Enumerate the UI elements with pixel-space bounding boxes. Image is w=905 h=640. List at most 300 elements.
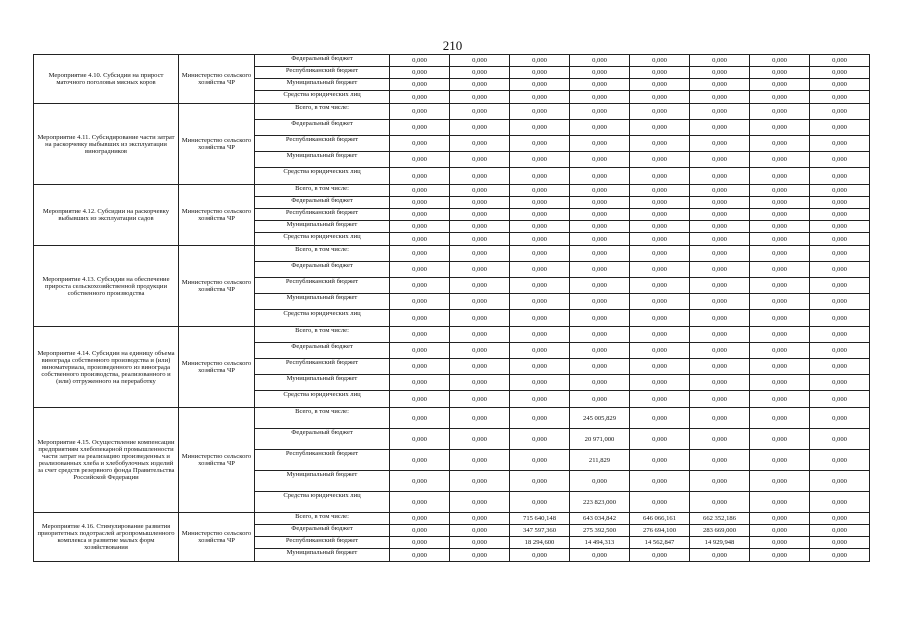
amount-cell: 0,000 (570, 310, 630, 327)
amount-cell: 0,000 (810, 549, 870, 562)
funding-source: Средства юридических лиц (255, 310, 390, 327)
amount-cell: 0,000 (510, 136, 570, 152)
funding-source: Федеральный бюджет (255, 197, 390, 209)
amount-cell: 0,000 (570, 471, 630, 492)
amount-cell: 0,000 (690, 221, 750, 233)
amount-cell: 0,000 (510, 343, 570, 359)
funding-source: Средства юридических лиц (255, 492, 390, 513)
amount-cell: 0,000 (750, 359, 810, 375)
amount-cell: 0,000 (390, 120, 450, 136)
amount-cell: 0,000 (450, 450, 510, 471)
amount-cell: 0,000 (690, 246, 750, 262)
amount-cell: 0,000 (810, 408, 870, 429)
amount-cell: 0,000 (570, 278, 630, 294)
amount-cell: 0,000 (570, 233, 630, 246)
measure-name: Мероприятие 4.16. Стимулирование развития приоритетных подотраслей агропромышленного комплекса и развитие малых форм хозяйствования (37, 523, 175, 551)
amount-cell: 0,000 (690, 492, 750, 513)
amount-cell: 283 669,000 (690, 525, 750, 537)
amount-cell: 0,000 (570, 327, 630, 343)
ministry-cell (179, 185, 255, 246)
amount-cell: 0,000 (810, 67, 870, 79)
ministry-cell (179, 104, 255, 185)
amount-cell: 0,000 (450, 492, 510, 513)
amount-cell: 0,000 (690, 185, 750, 197)
amount-cell: 0,000 (690, 343, 750, 359)
amount-cell: 0,000 (390, 79, 450, 91)
amount-cell: 0,000 (690, 471, 750, 492)
amount-cell: 0,000 (750, 233, 810, 246)
amount-cell: 0,000 (570, 221, 630, 233)
amount-cell: 0,000 (810, 391, 870, 408)
amount-cell: 0,000 (570, 91, 630, 104)
amount-cell: 0,000 (450, 55, 510, 67)
amount-cell: 0,000 (630, 209, 690, 221)
amount-cell: 0,000 (690, 152, 750, 168)
amount-cell: 0,000 (750, 513, 810, 525)
amount-cell: 0,000 (570, 120, 630, 136)
amount-cell: 0,000 (750, 549, 810, 562)
amount-cell: 0,000 (810, 197, 870, 209)
amount-cell: 0,000 (750, 429, 810, 450)
amount-cell: 0,000 (450, 294, 510, 310)
funding-source: Республиканский бюджет (255, 209, 390, 221)
amount-cell: 0,000 (630, 104, 690, 120)
amount-cell: 0,000 (630, 120, 690, 136)
amount-cell: 0,000 (630, 450, 690, 471)
amount-cell: 0,000 (450, 79, 510, 91)
funding-source: Средства юридических лиц (255, 391, 390, 408)
amount-cell: 646 066,161 (630, 513, 690, 525)
amount-cell: 0,000 (390, 492, 450, 513)
ministry-cell (179, 408, 255, 513)
amount-cell: 0,000 (750, 343, 810, 359)
amount-cell: 0,000 (450, 359, 510, 375)
amount-cell: 0,000 (630, 391, 690, 408)
amount-cell: 0,000 (630, 246, 690, 262)
amount-cell: 0,000 (630, 79, 690, 91)
amount-cell: 0,000 (690, 262, 750, 278)
amount-cell: 0,000 (570, 79, 630, 91)
funding-source: Муниципальный бюджет (255, 471, 390, 492)
amount-cell: 0,000 (630, 197, 690, 209)
amount-cell: 0,000 (450, 197, 510, 209)
amount-cell: 0,000 (450, 525, 510, 537)
funding-source: Федеральный бюджет (255, 120, 390, 136)
amount-cell: 0,000 (690, 391, 750, 408)
amount-cell: 0,000 (510, 549, 570, 562)
amount-cell: 0,000 (810, 79, 870, 91)
amount-cell: 0,000 (750, 55, 810, 67)
amount-cell: 0,000 (690, 136, 750, 152)
funding-source: Федеральный бюджет (255, 429, 390, 450)
amount-cell: 0,000 (630, 233, 690, 246)
amount-cell: 0,000 (390, 294, 450, 310)
amount-cell: 0,000 (750, 168, 810, 185)
amount-cell: 0,000 (690, 209, 750, 221)
amount-cell: 0,000 (690, 197, 750, 209)
funding-source: Всего, в том числе: (255, 408, 390, 429)
funding-source: Муниципальный бюджет (255, 79, 390, 91)
amount-cell: 0,000 (390, 391, 450, 408)
amount-cell: 0,000 (570, 67, 630, 79)
amount-cell: 0,000 (630, 408, 690, 429)
amount-cell: 0,000 (450, 185, 510, 197)
table-row (34, 104, 870, 120)
amount-cell: 0,000 (810, 429, 870, 450)
table-row (34, 408, 870, 429)
amount-cell: 0,000 (750, 104, 810, 120)
amount-cell: 0,000 (390, 209, 450, 221)
amount-cell: 0,000 (750, 221, 810, 233)
amount-cell: 0,000 (510, 294, 570, 310)
page-number: 210 (442, 38, 463, 53)
amount-cell: 0,000 (450, 209, 510, 221)
amount-cell: 0,000 (510, 471, 570, 492)
amount-cell: 0,000 (750, 537, 810, 549)
amount-cell: 0,000 (450, 136, 510, 152)
amount-cell: 0,000 (810, 221, 870, 233)
amount-cell: 0,000 (510, 233, 570, 246)
amount-cell: 0,000 (510, 278, 570, 294)
amount-cell: 0,000 (510, 185, 570, 197)
amount-cell: 0,000 (570, 294, 630, 310)
table-row (34, 246, 870, 262)
funding-source: Республиканский бюджет (255, 67, 390, 79)
amount-cell: 0,000 (510, 168, 570, 185)
amount-cell: 0,000 (450, 246, 510, 262)
amount-cell: 0,000 (390, 221, 450, 233)
amount-cell: 0,000 (810, 152, 870, 168)
ministry-name: Министерство сельского хозяйства ЧР (181, 279, 252, 293)
amount-cell: 0,000 (750, 67, 810, 79)
amount-cell: 14 494,313 (570, 537, 630, 549)
table-row (34, 327, 870, 343)
amount-cell: 0,000 (690, 375, 750, 391)
amount-cell: 0,000 (690, 359, 750, 375)
amount-cell: 20 971,000 (570, 429, 630, 450)
amount-cell: 0,000 (510, 209, 570, 221)
amount-cell: 14 562,847 (630, 537, 690, 549)
measure-name-cell (34, 55, 179, 104)
funding-source: Федеральный бюджет (255, 343, 390, 359)
measure-name: Мероприятие 4.13. Субсидии на обеспечение прироста сельскохозяйственной продукции собственного производства (42, 275, 170, 297)
amount-cell: 0,000 (690, 67, 750, 79)
amount-cell: 0,000 (510, 120, 570, 136)
amount-cell: 0,000 (810, 278, 870, 294)
measure-name: Мероприятие 4.10. Субсидии на прирост маточного поголовья мясных коров (48, 72, 164, 86)
amount-cell: 0,000 (630, 185, 690, 197)
amount-cell: 0,000 (750, 246, 810, 262)
amount-cell: 0,000 (690, 549, 750, 562)
amount-cell: 0,000 (390, 525, 450, 537)
amount-cell: 0,000 (390, 408, 450, 429)
amount-cell: 0,000 (390, 55, 450, 67)
amount-cell: 0,000 (630, 471, 690, 492)
amount-cell: 0,000 (390, 152, 450, 168)
table-row (34, 55, 870, 67)
amount-cell: 0,000 (510, 55, 570, 67)
amount-cell: 0,000 (750, 79, 810, 91)
table-row (34, 185, 870, 197)
amount-cell: 276 694,100 (630, 525, 690, 537)
amount-cell: 0,000 (450, 233, 510, 246)
amount-cell: 0,000 (450, 537, 510, 549)
amount-cell: 0,000 (810, 262, 870, 278)
amount-cell: 0,000 (390, 310, 450, 327)
amount-cell: 0,000 (690, 310, 750, 327)
amount-cell: 0,000 (390, 67, 450, 79)
amount-cell: 0,000 (570, 375, 630, 391)
amount-cell: 223 823,000 (570, 492, 630, 513)
amount-cell: 0,000 (570, 549, 630, 562)
amount-cell: 0,000 (390, 327, 450, 343)
funding-source: Федеральный бюджет (255, 262, 390, 278)
amount-cell: 0,000 (810, 168, 870, 185)
amount-cell: 0,000 (810, 343, 870, 359)
amount-cell: 0,000 (750, 525, 810, 537)
amount-cell: 662 352,186 (690, 513, 750, 525)
amount-cell: 643 034,842 (570, 513, 630, 525)
amount-cell: 0,000 (570, 209, 630, 221)
measure-name-cell (34, 327, 179, 408)
funding-source: Федеральный бюджет (255, 525, 390, 537)
amount-cell: 0,000 (390, 450, 450, 471)
amount-cell: 0,000 (510, 197, 570, 209)
amount-cell: 0,000 (750, 450, 810, 471)
amount-cell: 0,000 (450, 391, 510, 408)
amount-cell: 0,000 (450, 343, 510, 359)
amount-cell: 275 392,500 (570, 525, 630, 537)
amount-cell: 211,829 (570, 450, 630, 471)
amount-cell: 0,000 (750, 120, 810, 136)
amount-cell: 0,000 (750, 136, 810, 152)
amount-cell: 0,000 (570, 185, 630, 197)
funding-source: Всего, в том числе: (255, 513, 390, 525)
funding-source: Республиканский бюджет (255, 136, 390, 152)
amount-cell: 0,000 (750, 91, 810, 104)
measure-name-cell (34, 104, 179, 185)
amount-cell: 0,000 (510, 408, 570, 429)
amount-cell: 0,000 (390, 278, 450, 294)
amount-cell: 0,000 (450, 168, 510, 185)
funding-source: Средства юридических лиц (255, 91, 390, 104)
amount-cell: 0,000 (510, 152, 570, 168)
amount-cell: 0,000 (510, 104, 570, 120)
amount-cell: 0,000 (810, 55, 870, 67)
amount-cell: 0,000 (690, 91, 750, 104)
amount-cell: 0,000 (450, 262, 510, 278)
amount-cell: 0,000 (510, 450, 570, 471)
ministry-cell (179, 55, 255, 104)
amount-cell: 347 597,360 (510, 525, 570, 537)
amount-cell: 0,000 (450, 375, 510, 391)
amount-cell: 0,000 (510, 359, 570, 375)
amount-cell: 0,000 (690, 233, 750, 246)
amount-cell: 0,000 (630, 492, 690, 513)
amount-cell: 0,000 (750, 310, 810, 327)
amount-cell: 0,000 (450, 429, 510, 450)
amount-cell: 0,000 (690, 429, 750, 450)
amount-cell: 0,000 (510, 221, 570, 233)
amount-cell: 0,000 (690, 168, 750, 185)
ministry-name: Министерство сельского хозяйства ЧР (181, 208, 252, 222)
amount-cell: 0,000 (810, 375, 870, 391)
amount-cell: 0,000 (570, 168, 630, 185)
ministry-name: Министерство сельского хозяйства ЧР (181, 137, 252, 151)
amount-cell: 0,000 (690, 120, 750, 136)
amount-cell: 0,000 (630, 55, 690, 67)
ministry-cell (179, 513, 255, 562)
amount-cell: 0,000 (390, 343, 450, 359)
funding-source: Муниципальный бюджет (255, 152, 390, 168)
amount-cell: 0,000 (810, 359, 870, 375)
amount-cell: 0,000 (510, 327, 570, 343)
amount-cell: 0,000 (450, 221, 510, 233)
amount-cell: 0,000 (510, 375, 570, 391)
amount-cell: 0,000 (390, 91, 450, 104)
measure-name-cell (34, 513, 179, 562)
ministry-cell (179, 327, 255, 408)
amount-cell: 0,000 (510, 429, 570, 450)
amount-cell: 0,000 (810, 104, 870, 120)
amount-cell: 0,000 (750, 375, 810, 391)
amount-cell: 0,000 (690, 79, 750, 91)
amount-cell: 0,000 (450, 104, 510, 120)
amount-cell: 0,000 (810, 513, 870, 525)
table-row (34, 513, 870, 525)
amount-cell: 0,000 (390, 136, 450, 152)
amount-cell: 0,000 (750, 278, 810, 294)
funding-source: Всего, в том числе: (255, 104, 390, 120)
amount-cell: 0,000 (630, 262, 690, 278)
amount-cell: 0,000 (630, 221, 690, 233)
ministry-name: Министерство сельского хозяйства ЧР (181, 453, 252, 467)
amount-cell: 0,000 (390, 537, 450, 549)
amount-cell: 0,000 (570, 104, 630, 120)
amount-cell: 0,000 (390, 233, 450, 246)
amount-cell: 0,000 (690, 327, 750, 343)
amount-cell: 0,000 (390, 513, 450, 525)
amount-cell: 0,000 (750, 294, 810, 310)
measure-name: Мероприятие 4.14. Субсидии на единицу объема винограда собственного производства и (или) виноматериала, произведенного из винограда собственного производства, реализованного и (или) отгруженного на переработку (37, 349, 175, 385)
ministry-name: Министерство сельского хозяйства ЧР (181, 530, 252, 544)
amount-cell: 0,000 (630, 343, 690, 359)
amount-cell: 0,000 (750, 408, 810, 429)
measure-name-cell (34, 185, 179, 246)
amount-cell: 0,000 (810, 525, 870, 537)
funding-source: Муниципальный бюджет (255, 221, 390, 233)
measure-name: Мероприятие 4.15. Осуществление компенсации предприятиям хлебопекарной промышленности части затрат на реализацию произведенных и реализованных хлеба и хлебобулочных изделий за счет средств резервного фонда Правительства Российской Федерации (37, 439, 175, 481)
budget-table (33, 54, 870, 562)
amount-cell: 0,000 (570, 55, 630, 67)
amount-cell: 0,000 (630, 67, 690, 79)
funding-source: Муниципальный бюджет (255, 549, 390, 562)
amount-cell: 0,000 (390, 197, 450, 209)
amount-cell: 0,000 (450, 408, 510, 429)
funding-source: Всего, в том числе: (255, 246, 390, 262)
amount-cell: 0,000 (810, 246, 870, 262)
amount-cell: 0,000 (450, 120, 510, 136)
amount-cell: 0,000 (390, 185, 450, 197)
amount-cell: 0,000 (510, 91, 570, 104)
funding-source: Всего, в том числе: (255, 185, 390, 197)
amount-cell: 0,000 (570, 391, 630, 408)
funding-source: Республиканский бюджет (255, 450, 390, 471)
amount-cell: 0,000 (690, 294, 750, 310)
amount-cell: 0,000 (570, 343, 630, 359)
amount-cell: 715 640,148 (510, 513, 570, 525)
amount-cell: 0,000 (630, 136, 690, 152)
amount-cell: 0,000 (390, 375, 450, 391)
amount-cell: 0,000 (450, 327, 510, 343)
funding-source: Республиканский бюджет (255, 537, 390, 549)
amount-cell: 0,000 (450, 67, 510, 79)
amount-cell: 0,000 (810, 471, 870, 492)
ministry-name: Министерство сельского хозяйства ЧР (181, 360, 252, 374)
amount-cell: 0,000 (810, 294, 870, 310)
amount-cell: 0,000 (750, 492, 810, 513)
amount-cell: 0,000 (510, 79, 570, 91)
funding-source: Средства юридических лиц (255, 168, 390, 185)
amount-cell: 0,000 (390, 429, 450, 450)
amount-cell: 0,000 (570, 262, 630, 278)
amount-cell: 0,000 (450, 513, 510, 525)
amount-cell: 0,000 (630, 310, 690, 327)
amount-cell: 0,000 (810, 450, 870, 471)
amount-cell: 0,000 (750, 209, 810, 221)
amount-cell: 0,000 (630, 549, 690, 562)
amount-cell: 0,000 (810, 209, 870, 221)
amount-cell: 0,000 (690, 408, 750, 429)
amount-cell: 0,000 (630, 91, 690, 104)
amount-cell: 0,000 (510, 391, 570, 408)
amount-cell: 0,000 (810, 136, 870, 152)
ministry-name: Министерство сельского хозяйства ЧР (181, 72, 252, 86)
amount-cell: 0,000 (390, 168, 450, 185)
funding-source: Муниципальный бюджет (255, 294, 390, 310)
amount-cell: 0,000 (750, 185, 810, 197)
amount-cell: 0,000 (510, 67, 570, 79)
amount-cell: 0,000 (390, 471, 450, 492)
amount-cell: 0,000 (630, 152, 690, 168)
ministry-cell (179, 246, 255, 327)
amount-cell: 0,000 (510, 310, 570, 327)
amount-cell: 0,000 (630, 375, 690, 391)
amount-cell: 0,000 (810, 233, 870, 246)
amount-cell: 0,000 (750, 152, 810, 168)
amount-cell: 0,000 (450, 549, 510, 562)
amount-cell: 0,000 (570, 197, 630, 209)
funding-source: Муниципальный бюджет (255, 375, 390, 391)
measure-name: Мероприятие 4.12. Субсидии на раскорчевку выбывших из эксплуатации садов (42, 208, 170, 222)
funding-source: Федеральный бюджет (255, 55, 390, 67)
amount-cell: 0,000 (570, 136, 630, 152)
amount-cell: 0,000 (510, 492, 570, 513)
amount-cell: 0,000 (750, 391, 810, 408)
amount-cell: 0,000 (750, 197, 810, 209)
funding-source: Средства юридических лиц (255, 233, 390, 246)
amount-cell: 18 294,600 (510, 537, 570, 549)
amount-cell: 0,000 (810, 120, 870, 136)
amount-cell: 0,000 (810, 310, 870, 327)
amount-cell: 0,000 (390, 104, 450, 120)
amount-cell: 0,000 (570, 152, 630, 168)
amount-cell: 0,000 (630, 327, 690, 343)
amount-cell: 0,000 (690, 450, 750, 471)
amount-cell: 0,000 (450, 152, 510, 168)
amount-cell: 0,000 (630, 294, 690, 310)
amount-cell: 0,000 (690, 278, 750, 294)
